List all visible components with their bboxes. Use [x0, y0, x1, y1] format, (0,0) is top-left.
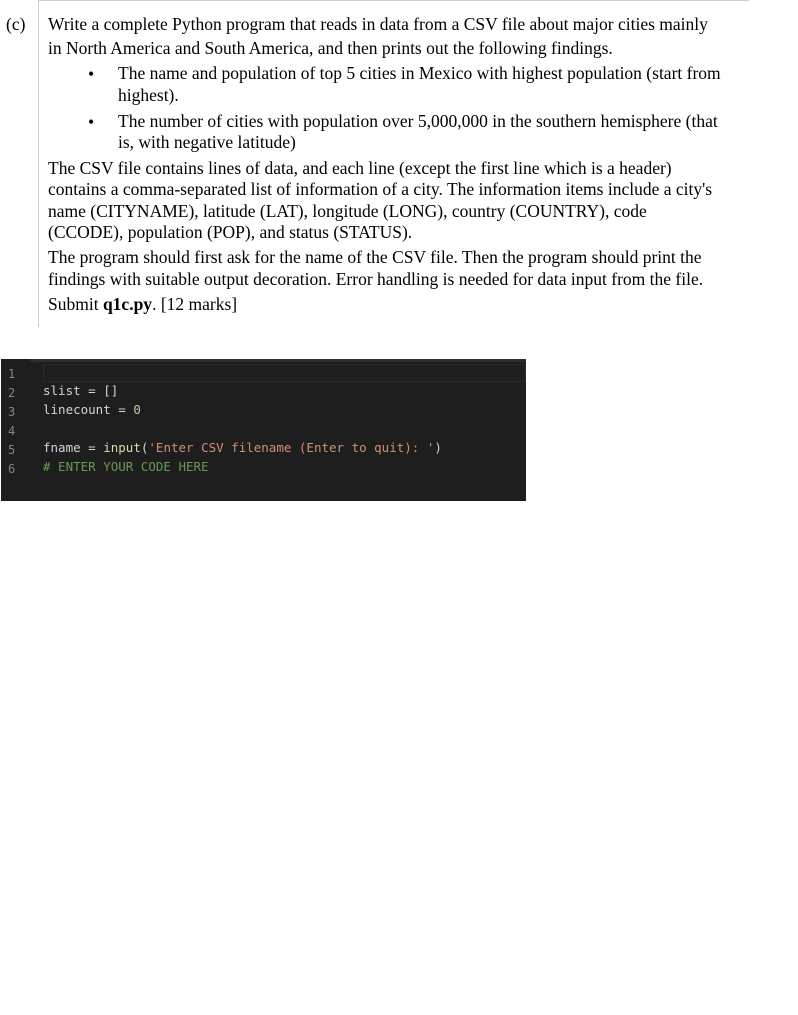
- top-divider: [38, 0, 749, 1]
- submit-line: [48, 293, 748, 315]
- editor-top-bar: [1, 359, 526, 362]
- number-literal: 0: [133, 402, 141, 417]
- program-line-1: The program should first ask for the name of the CSV file. Then the program should print the: [48, 247, 702, 267]
- part-label: (c): [6, 14, 26, 34]
- code-comment: # ENTER YOUR CODE HERE: [43, 459, 209, 474]
- csv-line-1: The CSV file contains lines of data, and each line (except the first line which is a header): [48, 158, 672, 178]
- bullet-1-symbol: •: [88, 64, 95, 84]
- active-line-highlight[interactable]: [43, 364, 526, 382]
- code-text: slist = []: [43, 383, 119, 398]
- line-number: 5: [8, 443, 16, 457]
- string-literal: 'Enter CSV filename (Enter to quit): ': [148, 440, 435, 455]
- vertical-divider: [38, 0, 39, 327]
- code-line-3[interactable]: [43, 400, 141, 419]
- line-number: 4: [8, 424, 16, 438]
- bullet-1-line-2: highest).: [118, 85, 179, 105]
- bullet-1-line-1: The name and population of top 5 cities in Mexico with highest population (start from: [118, 63, 721, 83]
- bullet-2-line-1: The number of cities with population over 5,000,000 in the southern hemisphere (that: [118, 111, 718, 131]
- program-line-2: findings with suitable output decoration. Error handling is needed for data input from the file.: [48, 269, 704, 289]
- intro-line-1: Write a complete Python program that reads in data from a CSV file about major cities mainly: [48, 14, 708, 34]
- bullet-2-symbol: •: [88, 112, 95, 132]
- intro-line-2: in North America and South America, and then prints out the following findings.: [48, 38, 613, 58]
- submit-filename: q1c.py: [102, 294, 153, 314]
- line-number: 2: [8, 386, 16, 400]
- line-number: 3: [8, 405, 16, 419]
- code-text: fname =: [43, 440, 104, 455]
- csv-line-4: (CCODE), population (POP), and status (STATUS).: [48, 222, 413, 242]
- submit-suffix: . [12 marks]: [152, 294, 238, 314]
- function-name: input: [103, 440, 141, 455]
- code-paren: (: [140, 440, 149, 455]
- line-number: 1: [8, 367, 16, 381]
- code-text: linecount =: [43, 402, 134, 417]
- code-editor[interactable]: [1, 359, 526, 501]
- csv-line-3: name (CITYNAME), latitude (LAT), longitude (LONG), country (COUNTRY), code: [48, 201, 647, 221]
- code-line-6[interactable]: [43, 457, 209, 476]
- code-paren: ): [434, 440, 442, 455]
- bullet-2-line-2: is, with negative latitude): [118, 132, 296, 152]
- code-line-5[interactable]: [43, 438, 442, 457]
- csv-line-2: contains a comma-separated list of information of a city. The information items include a city's: [48, 179, 713, 199]
- code-line-2[interactable]: [43, 381, 118, 400]
- line-number-gutter: [1, 359, 29, 501]
- line-number: 6: [8, 462, 16, 476]
- question-block: [0, 0, 749, 327]
- submit-prefix: Submit: [48, 294, 103, 314]
